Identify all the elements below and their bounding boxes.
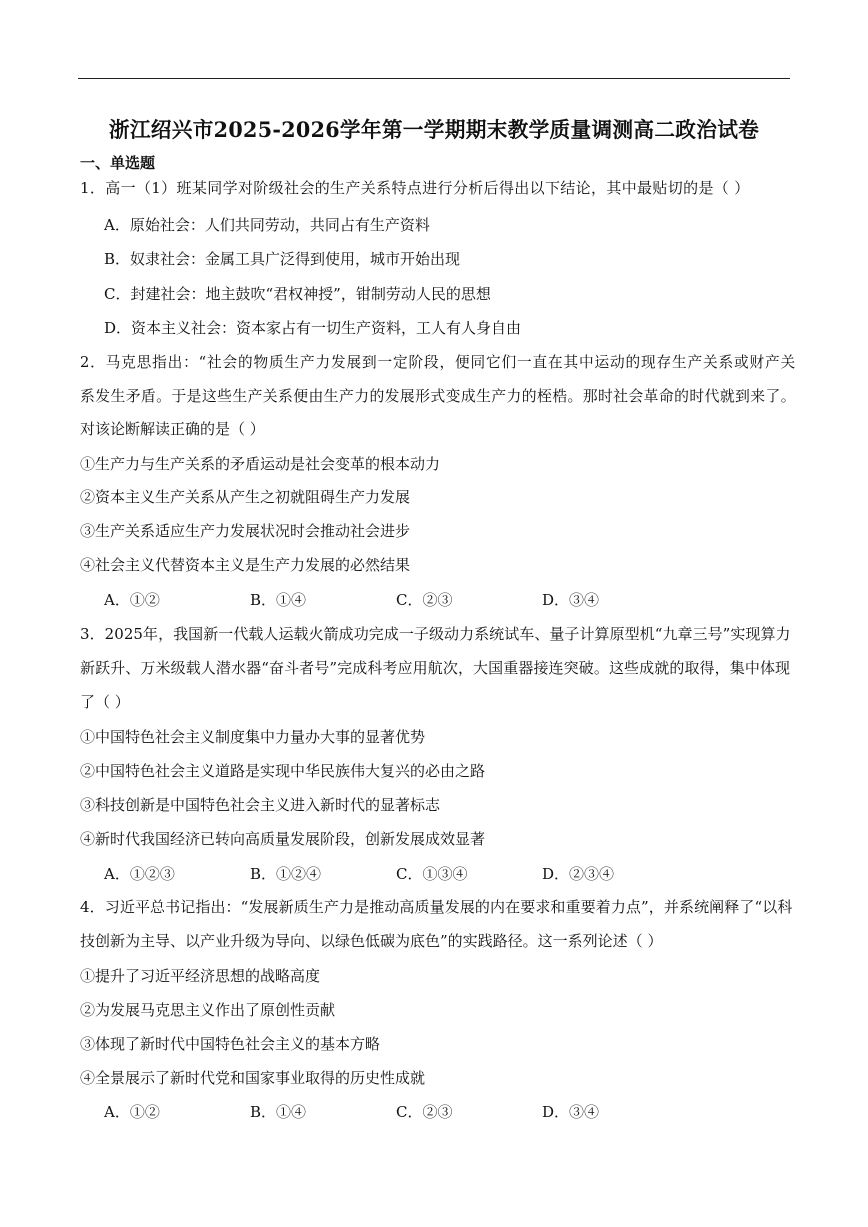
q2-option-b: B．①④ (250, 591, 307, 609)
q4-option-c: C．②③ (396, 1103, 453, 1121)
q2-option-a: A．①② (104, 591, 160, 609)
q3-stem-line-2: 新跃升、万米级载人潜水器“奋斗者号”完成科考应用航次，大国重器接连突破。这些成就的取得，集中体现 (80, 659, 791, 677)
q1-option-b: B．奴隶社会：金属工具广泛得到使用，城市开始出现 (104, 250, 461, 268)
q2-option-d: D．③④ (542, 591, 600, 609)
q3-option-b: B．①②④ (250, 865, 322, 883)
q4-option-b: B．①④ (250, 1103, 307, 1121)
q2-option-c: C．②③ (396, 591, 453, 609)
q1-option-c: C．封建社会：地主鼓吹“君权神授”，钳制劳动人民的思想 (104, 285, 491, 303)
q2-statement-2: ②资本主义生产关系从产生之初就阻碍生产力发展 (80, 488, 411, 506)
q4-statement-2: ②为发展马克思主义作出了原创性贡献 (80, 1001, 336, 1019)
q3-statement-3: ③科技创新是中国特色社会主义进入新时代的显著标志 (80, 796, 441, 814)
q4-statement-4: ④全景展示了新时代党和国家事业取得的历史性成就 (80, 1069, 426, 1087)
q4-statement-3: ③体现了新时代中国特色社会主义的基本方略 (80, 1035, 381, 1053)
q1-option-a: A．原始社会：人们共同劳动，共同占有生产资料 (104, 216, 430, 234)
q3-option-d: D．②③④ (542, 865, 615, 883)
q3-option-a: A．①②③ (104, 865, 175, 883)
q2-statement-4: ④社会主义代替资本主义是生产力发展的必然结果 (80, 556, 411, 574)
q4-stem-line-1: 4．习近平总书记指出：“发展新质生产力是推动高质量发展的内在要求和重要着力点”，并系统阐释了“以科 (80, 898, 793, 916)
q2-options (104, 590, 688, 610)
q4-statement-1: ①提升了习近平经济思想的战略高度 (80, 967, 321, 985)
q1-option-d: D．资本主义社会：资本家占有一切生产资料，工人有人身自由 (104, 319, 522, 337)
q2-statement-3: ③生产关系适应生产力发展状况时会推动社会进步 (80, 522, 411, 540)
q1-stem: 1．高一（1）班某同学对阶级社会的生产关系特点进行分析后得出以下结论，其中最贴切的是（ ） (80, 179, 750, 197)
header-rule (78, 78, 790, 79)
q4-options (104, 1102, 688, 1122)
q3-stem-line-3: 了（ ） (80, 693, 130, 711)
q2-statement-1: ①生产力与生产关系的矛盾运动是社会变革的根本动力 (80, 455, 441, 473)
q3-statement-4: ④新时代我国经济已转向高质量发展阶段，创新发展成效显著 (80, 830, 486, 848)
q2-stem-line-3: 对该论断解读正确的是（ ） (80, 420, 265, 438)
q4-option-d: D．③④ (542, 1103, 600, 1121)
q3-statement-1: ①中国特色社会主义制度集中力量办大事的显著优势 (80, 728, 426, 746)
q3-stem-line-1: 3．2025年，我国新一代载人运载火箭成功完成一子级动力系统试车、量子计算原型机“九章三号”实现算力 (80, 625, 791, 643)
q2-stem-line-2: 系发生矛盾。于是这些生产关系便由生产力的发展形式变成生产力的桎梏。那时社会革命的时代就到来了。 (80, 387, 796, 405)
section-heading: 一、单选题 (80, 154, 156, 172)
q2-stem-line-1: 2．马克思指出：“社会的物质生产力发展到一定阶段，便同它们一直在其中运动的现存生产关系或财产关 (80, 353, 796, 371)
page-title: 浙江绍兴市2025-2026学年第一学期期末教学质量调测高二政治试卷 (108, 117, 760, 142)
q3-statement-2: ②中国特色社会主义道路是实现中华民族伟大复兴的必由之路 (80, 762, 486, 780)
q3-options (104, 864, 688, 884)
q4-option-a: A．①② (104, 1103, 160, 1121)
q3-option-c: C．①③④ (396, 865, 468, 883)
q4-stem-line-2: 技创新为主导、以产业升级为导向、以绿色低碳为底色”的实践路径。这一系列论述（ ） (80, 932, 663, 950)
